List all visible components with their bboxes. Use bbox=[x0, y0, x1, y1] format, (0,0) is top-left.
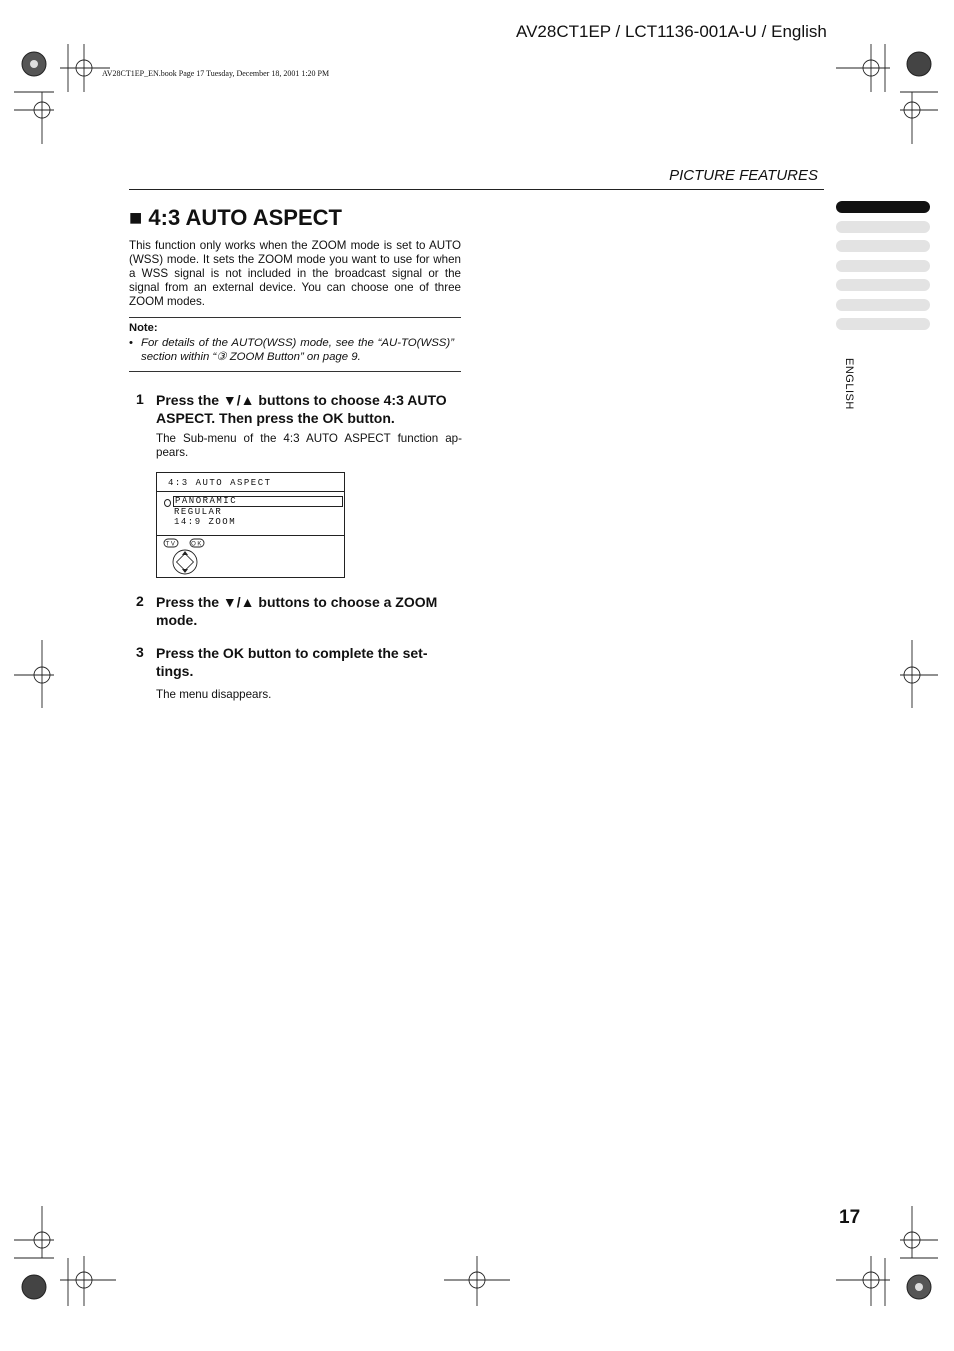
intro-paragraph: This function only works when the ZOOM mode is set to AUTO (WSS) mode. It sets the ZOOM mode you want to use for when a WSS signal is not included in the broadcast signal or the signal from an external device. You can choose one of three ZOOM modes. bbox=[129, 239, 461, 308]
menu-option-14-9-zoom: 14:9 ZOOM bbox=[174, 517, 237, 527]
page-title: ■ 4:3 AUTO ASPECT bbox=[129, 205, 342, 230]
section-title: PICTURE FEATURES bbox=[669, 167, 818, 184]
note-bullet: • bbox=[129, 337, 133, 349]
step-1-number: 1 bbox=[136, 391, 144, 407]
step-2-text: Press the ▼/▲ buttons to choose a ZOOM mode. bbox=[156, 594, 438, 628]
tv-key-label: TV bbox=[165, 541, 177, 548]
book-stamp: AV28CT1EP_EN.book Page 17 Tuesday, December 18, 2001 1:20 PM bbox=[102, 69, 330, 78]
menu-option-panoramic: PANORAMIC bbox=[173, 496, 343, 507]
menu-title: 4:3 AUTO ASPECT bbox=[168, 478, 272, 488]
menu-option-regular: REGULAR bbox=[174, 507, 223, 517]
side-language-label: ENGLISH bbox=[843, 358, 855, 410]
ok-key-label: OK bbox=[191, 541, 203, 548]
step-3-subtext: The menu disappears. bbox=[156, 688, 272, 701]
note-text: For details of the AUTO(WSS) mode, see the “AU-TO(WSS)” section within “③ ZOOM Button” on page 9. bbox=[141, 337, 454, 363]
step-3-text: Press the OK button to complete the set-tings. bbox=[156, 645, 428, 679]
step-1-text: Press the ▼/▲ buttons to choose 4:3 AUTO ASPECT. Then press the OK button. bbox=[156, 392, 447, 426]
document-id: AV28CT1EP / LCT1136-001A-U / English bbox=[516, 22, 827, 41]
step-1-subtext: The Sub-menu of the 4:3 AUTO ASPECT function ap-pears. bbox=[156, 432, 462, 459]
step-3-number: 3 bbox=[136, 644, 144, 660]
note-heading: Note: bbox=[129, 322, 158, 334]
page-number: 17 bbox=[839, 1207, 861, 1228]
step-2-number: 2 bbox=[136, 593, 144, 609]
